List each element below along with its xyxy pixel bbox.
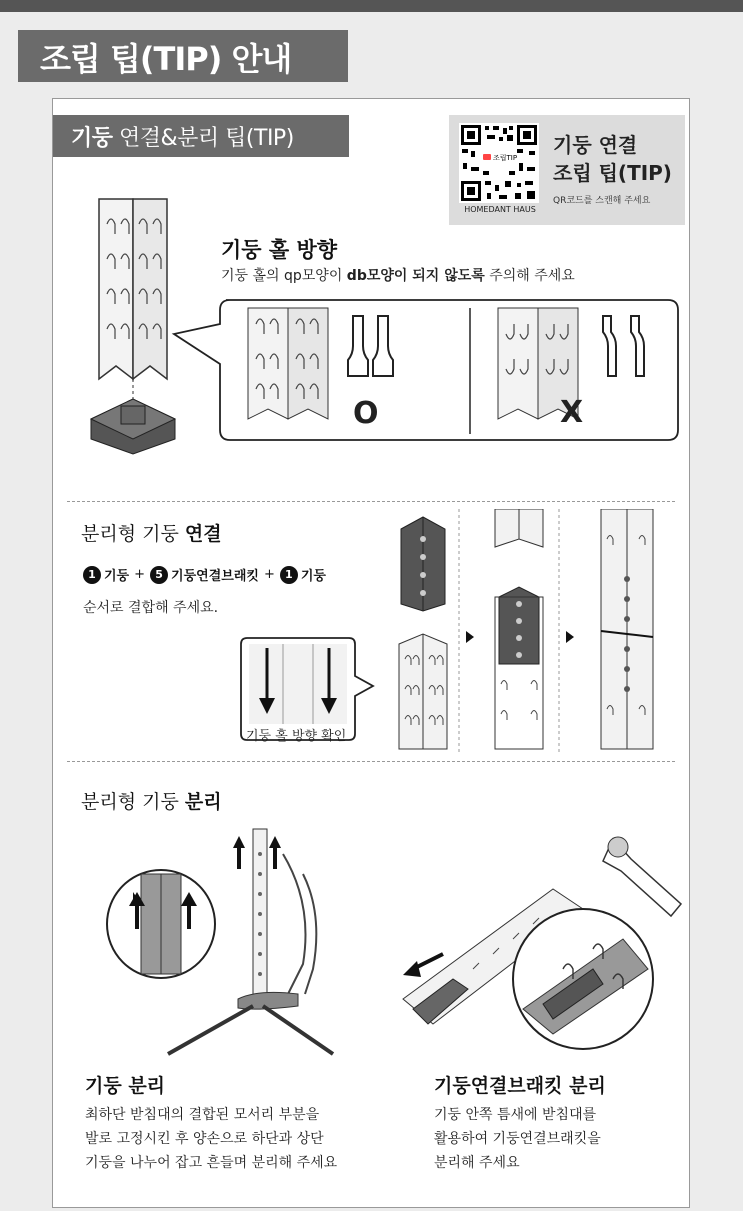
qr-code[interactable] xyxy=(459,123,539,203)
column-separate-text xyxy=(85,1103,337,1175)
correct-mark: O xyxy=(353,396,379,431)
step-2-label: 기둥연결브래킷 xyxy=(171,569,259,584)
column-separate-line-1: 최하단 받침대의 결합된 모서리 부분을 xyxy=(85,1107,320,1123)
hole-desc-pre: 기둥 홀의 qp모양이 xyxy=(221,268,347,284)
column-separate-line-2: 발로 고정시킨 후 양손으로 하단과 상단 xyxy=(85,1131,324,1147)
qr-brand: HOMEDANT HAUS xyxy=(464,205,536,214)
page-title: 조립 팁(TIP) 안내 xyxy=(18,30,348,82)
divider-1 xyxy=(67,501,675,502)
bracket-separate-text xyxy=(434,1103,601,1175)
step-3-label: 기둥 xyxy=(300,569,326,584)
qr-box xyxy=(449,115,685,225)
tip-card xyxy=(52,98,690,1208)
hole-desc-post: 주의해 주세요 xyxy=(484,268,575,284)
section-title-rest: 연결&분리 팁(TIP) xyxy=(112,126,294,151)
bracket-separate-title: 기둥연결브래킷 분리 xyxy=(434,1075,606,1097)
step-1-number: 1 xyxy=(83,566,101,584)
connect-heading-pre: 분리형 기둥 xyxy=(81,523,185,545)
qr-title-line1: 기둥 연결 xyxy=(553,133,638,157)
connection-stages xyxy=(391,509,686,754)
bracket-separate-line-2: 활용하여 기둥연결브래킷을 xyxy=(434,1131,601,1147)
hole-direction-desc xyxy=(221,265,575,285)
hole-direction-callout xyxy=(168,294,688,444)
separate-heading-pre: 분리형 기둥 xyxy=(81,791,185,813)
connect-heading-bold: 연결 xyxy=(184,523,222,545)
hole-direction-heading: 기둥 홀 방향 xyxy=(221,238,338,262)
separate-heading xyxy=(81,787,222,814)
step-2-number: 5 xyxy=(150,566,168,584)
step-1-label: 기둥 xyxy=(104,569,130,584)
connect-order-text: 순서로 결합해 주세요. xyxy=(83,600,219,616)
section-title xyxy=(53,115,349,157)
divider-2 xyxy=(67,761,675,762)
connect-heading xyxy=(81,519,222,546)
bracket-separate-line-3: 분리해 주세요 xyxy=(434,1155,520,1171)
column-separate-illustration xyxy=(103,814,403,1064)
qr-title-line2: 조립 팁(TIP) xyxy=(553,161,672,185)
connect-steps xyxy=(83,565,326,584)
bracket-separate-line-1: 기둥 안쪽 틈새에 받침대를 xyxy=(434,1107,597,1123)
hole-check-label: 기둥 홀 방향 확인 xyxy=(246,729,347,744)
top-bar xyxy=(0,0,743,12)
separate-heading-bold: 분리 xyxy=(184,791,222,813)
qr-title xyxy=(553,131,672,187)
wrong-mark: X xyxy=(560,395,584,430)
bracket-separate-illustration xyxy=(393,829,688,1069)
section-title-bold: 기둥 xyxy=(71,126,113,151)
qr-note: QR코드를 스캔해 주세요 xyxy=(553,196,651,206)
step-plus-2: + xyxy=(263,567,275,582)
hole-desc-bold: db모양이 되지 않도록 xyxy=(346,268,485,284)
qr-inner-label: 조립TIP xyxy=(493,154,518,162)
step-3-number: 1 xyxy=(280,566,298,584)
step-plus-1: + xyxy=(134,567,146,582)
column-separate-line-3: 기둥을 나누어 잡고 흔들며 분리해 주세요 xyxy=(85,1155,338,1171)
column-separate-title: 기둥 분리 xyxy=(85,1075,166,1097)
